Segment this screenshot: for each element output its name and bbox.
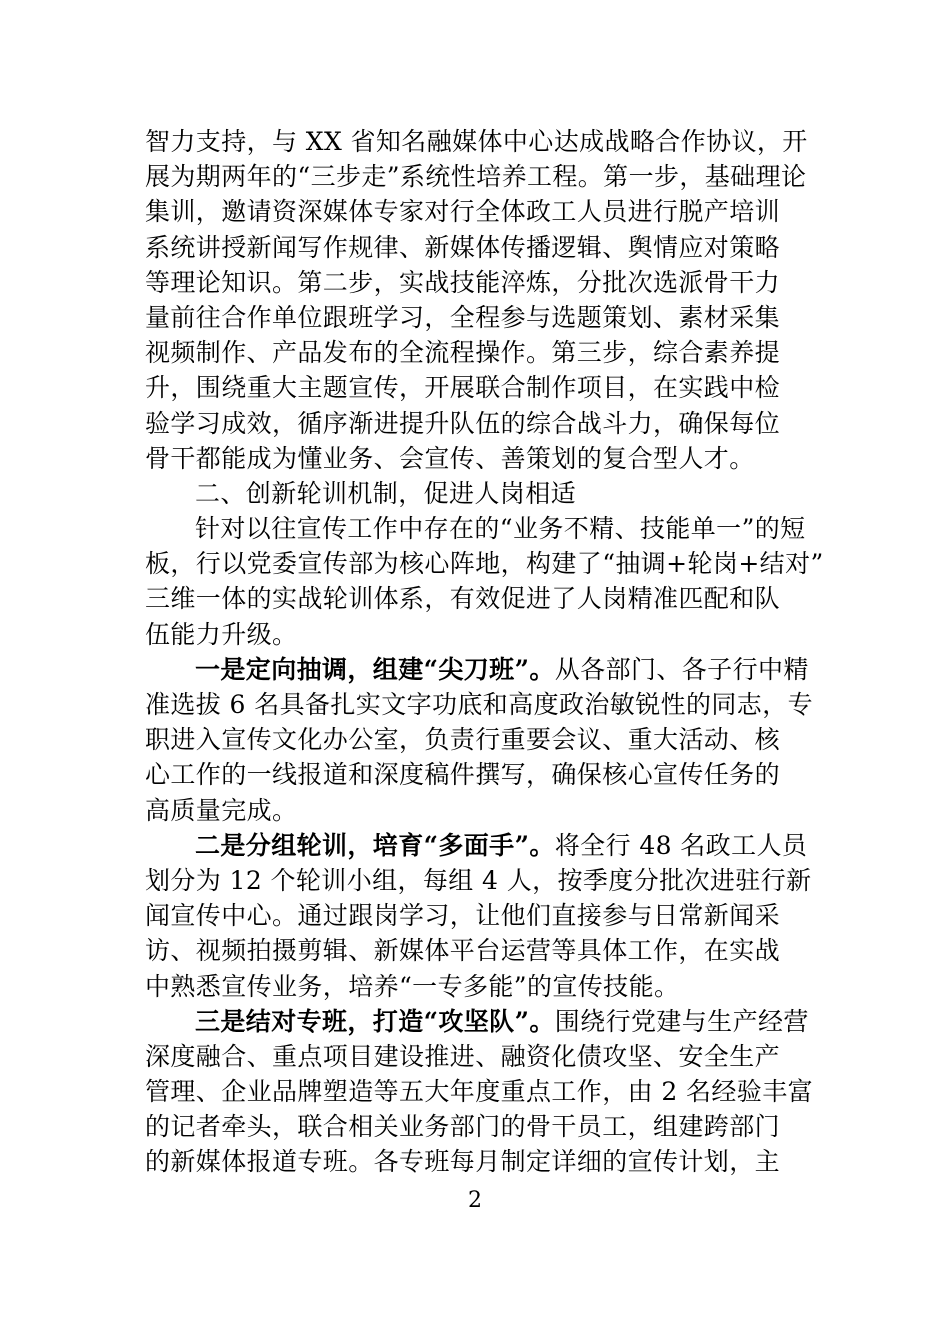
page-number: 2 [468, 1188, 482, 1213]
text-line: 划分为 12 个轮训小组，每组 4 人，按季度分批次进驻行新 [145, 865, 812, 895]
text-line: 针对以往宣传工作中存在的“业务不精、技能单一”的短 [195, 514, 806, 544]
text-line: 升，围绕重大主题宣传，开展联合制作项目，在实践中检 [145, 373, 781, 403]
text-line: 系统讲授新闻写作规律、新媒体传播逻辑、舆情应对策略 [145, 232, 781, 262]
text-line: 骨干都能成为懂业务、会宣传、善策划的复合型人才。 [145, 443, 755, 473]
text-line [145, 652, 810, 687]
text-line: 闻宣传中心。通过跟岗学习，让他们直接参与日常新闻采 [145, 901, 781, 931]
text-line: 智力支持，与 XX 省知名融媒体中心达成战略合作协议，开 [145, 127, 808, 156]
text-line [145, 1004, 810, 1039]
text-line: 视频制作、产品发布的全流程操作。第三步，综合素养提 [145, 338, 781, 368]
text-line: 三维一体的实战轮训体系，有效促进了人岗精准匹配和队 [145, 584, 781, 614]
text-line: 深度融合、重点项目建设推进、融资化债攻坚、安全生产 [145, 1041, 781, 1071]
section-heading: 二、创新轮训机制，促进人岗相适 [195, 478, 577, 508]
text-line: 职进入宣传文化办公室，负责行重要会议、重大活动、核 [145, 725, 781, 755]
text-line: 验学习成效，循序渐进提升队伍的综合战斗力，确保每位 [145, 408, 781, 438]
text-line: 等理论知识。第二步，实战技能淬炼，分批次选派骨干力 [145, 267, 781, 297]
text-line: 访、视频拍摄剪辑、新媒体平台运营等具体工作，在实战 [145, 936, 781, 966]
body-text [145, 124, 824, 1180]
bold-lead-phrase: 二是分组轮训，培育“多面手”。 [195, 830, 555, 860]
text-line: 板，行以党委宣传部为核心阵地，构建了“抽调+轮岗+结对” [145, 549, 824, 579]
line-rest: 围绕行党建与生产经营 [554, 1006, 809, 1036]
text-line: 量前往合作单位跟班学习，全程参与选题策划、素材采集 [145, 302, 781, 332]
text-line: 管理、企业品牌塑造等五大年度重点工作，由 2 名经验丰富 [145, 1077, 814, 1107]
bold-lead-phrase: 三是结对专班，打造“攻坚队”。 [195, 1006, 555, 1036]
line-rest: 将全行 48 名政工人员 [554, 830, 808, 860]
text-line: 高质量完成。 [145, 795, 298, 825]
text-line: 的记者牵头，联合相关业务部门的骨干员工，组建跨部门 [145, 1112, 781, 1142]
text-line: 集训，邀请资深媒体专家对行全体政工人员进行脱产培训 [145, 197, 781, 227]
text-line: 的新媒体报道专班。各专班每月制定详细的宣传计划，主 [145, 1147, 781, 1177]
text-line: 展为期两年的“三步走”系统性培养工程。第一步，基础理论 [145, 162, 807, 192]
bold-lead-phrase: 一是定向抽调，组建“尖刀班”。 [195, 654, 555, 684]
text-line [145, 828, 810, 863]
text-line: 心工作的一线报道和深度稿件撰写，确保核心宣传任务的 [145, 760, 781, 790]
line-rest: 从各部门、各子行中精 [554, 654, 809, 684]
text-line: 伍能力升级。 [145, 619, 298, 649]
text-line: 中熟悉宣传业务，培养“一专多能”的宣传技能。 [145, 971, 680, 1001]
text-line: 准选拔 6 名具备扎实文字功底和高度政治敏锐性的同志，专 [145, 690, 814, 719]
